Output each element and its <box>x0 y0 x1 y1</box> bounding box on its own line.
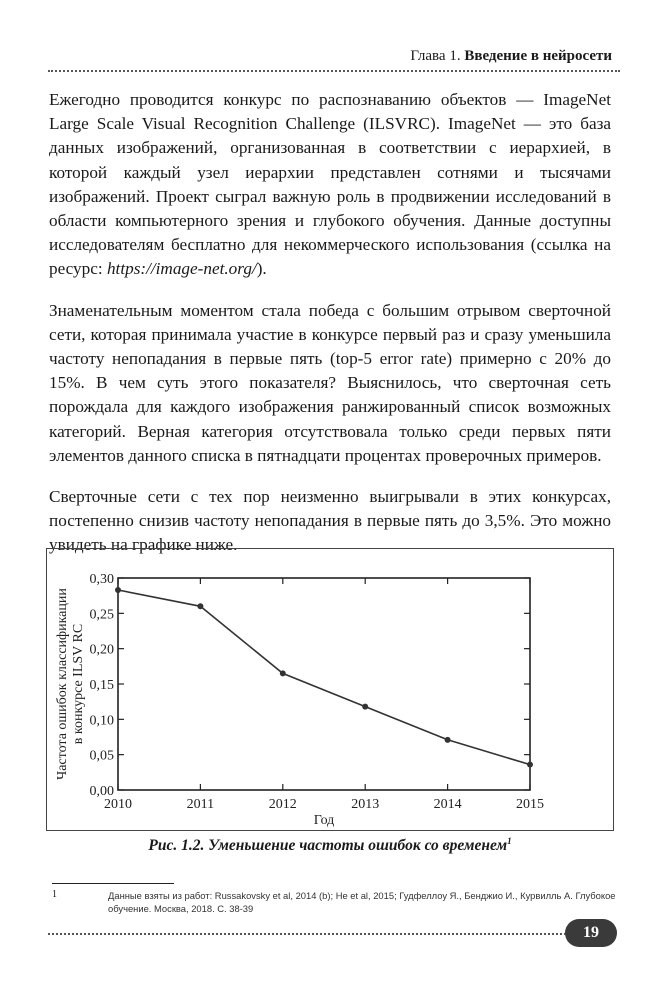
y-axis-label-line2: в конкурсе ILSV RC <box>71 623 86 745</box>
footnote-divider <box>52 883 174 884</box>
figure-caption: Рис. 1.2. Уменьшение частоты ошибок со временем$^1$ <box>148 836 512 855</box>
header-divider <box>48 70 620 72</box>
error-rate-chart <box>47 549 613 830</box>
x-tick-label: 2012 <box>268 797 297 812</box>
y-tick-label: 0,30 <box>89 572 114 587</box>
running-head <box>410 48 612 65</box>
x-tick-label: 2010 <box>104 797 132 812</box>
body-text <box>49 88 611 575</box>
data-point <box>527 762 533 768</box>
imagenet-link[interactable]: https://image-net.org/ <box>106 259 257 279</box>
y-tick-label: 0,00 <box>89 784 114 799</box>
y-tick-label: 0,10 <box>89 713 114 729</box>
data-point <box>197 603 203 609</box>
paragraph-3: Сверточные сети с тех пор неизменно выигрывали в этих конкурсах, постепенно снизив частоту непопадания в первые пять до 3,5%. Это можно увидеть на графике ниже. <box>49 487 611 555</box>
footnote-text: Данные взяты из работ: Russakovsky et al, 2014 (b); He et al, 2015; Гудфеллоу Я., Бенджио И., Курвилль А. Глубокое обучение. Москва, 2018. С. 38-39 <box>108 890 616 914</box>
data-point <box>115 587 121 593</box>
y-axis-label-line1: Частота ошибок классификации <box>55 588 70 780</box>
paragraph-1: Ежегодно проводится конкурс по распознаванию объектов — ImageNet Large Scale Visual Recognition Challenge (ILSVRC). ImageNet — это база данных изображений, организованная в соответствии с иерархией, в которой каждый узел иерархии представлен сотнями и тысячами изображений. Проект сыграл важную роль в продвижении исследований в области компьютерного зрения и глубокого обучения. Данные доступны исследователям бесплатно для некоммерческого использования (ссылка на ресурс: https://image-net.org/). <box>49 90 611 279</box>
x-tick-label: 2014 <box>433 797 462 812</box>
y-tick-label: 0,25 <box>89 607 114 623</box>
paragraph-2: Знаменательным моментом стала победа с большим отрывом сверточной сети, которая принимала участие в конкурсе первый раз и сразу уменьшила частоту непопадания в первые пять (top-5 error rate) примерно с 20% до 15%. В чем суть этого показателя? Выяснилось, что сверточная сеть порождала для каждого изображения ранжированный список возможных категорий. Верная категория отсутствовала только среди первых пяти элементов данного списка в пятнадцати процентах проверочных примеров. <box>49 300 611 465</box>
figure-frame <box>46 548 614 831</box>
footnote-number: 1 <box>52 889 57 900</box>
y-tick-label: 0,15 <box>89 678 114 693</box>
plot-area <box>118 578 530 790</box>
page-number: 19 <box>565 919 617 947</box>
chapter-title: Введение в нейросети <box>464 48 612 64</box>
x-tick-label: 2013 <box>351 797 380 812</box>
x-axis-label: Год <box>313 813 335 828</box>
footnote-mark[interactable]: 1 <box>507 836 512 846</box>
x-tick-label: 2015 <box>516 797 544 812</box>
chapter-number: Глава 1. <box>410 48 461 64</box>
series-line <box>118 590 530 765</box>
data-point <box>280 670 286 676</box>
x-tick-label: 2011 <box>186 797 215 812</box>
y-tick-label: 0,05 <box>89 748 114 764</box>
footer-divider <box>48 933 578 935</box>
y-tick-label: 0,20 <box>89 642 114 658</box>
data-point <box>362 704 368 710</box>
data-point <box>445 737 451 743</box>
